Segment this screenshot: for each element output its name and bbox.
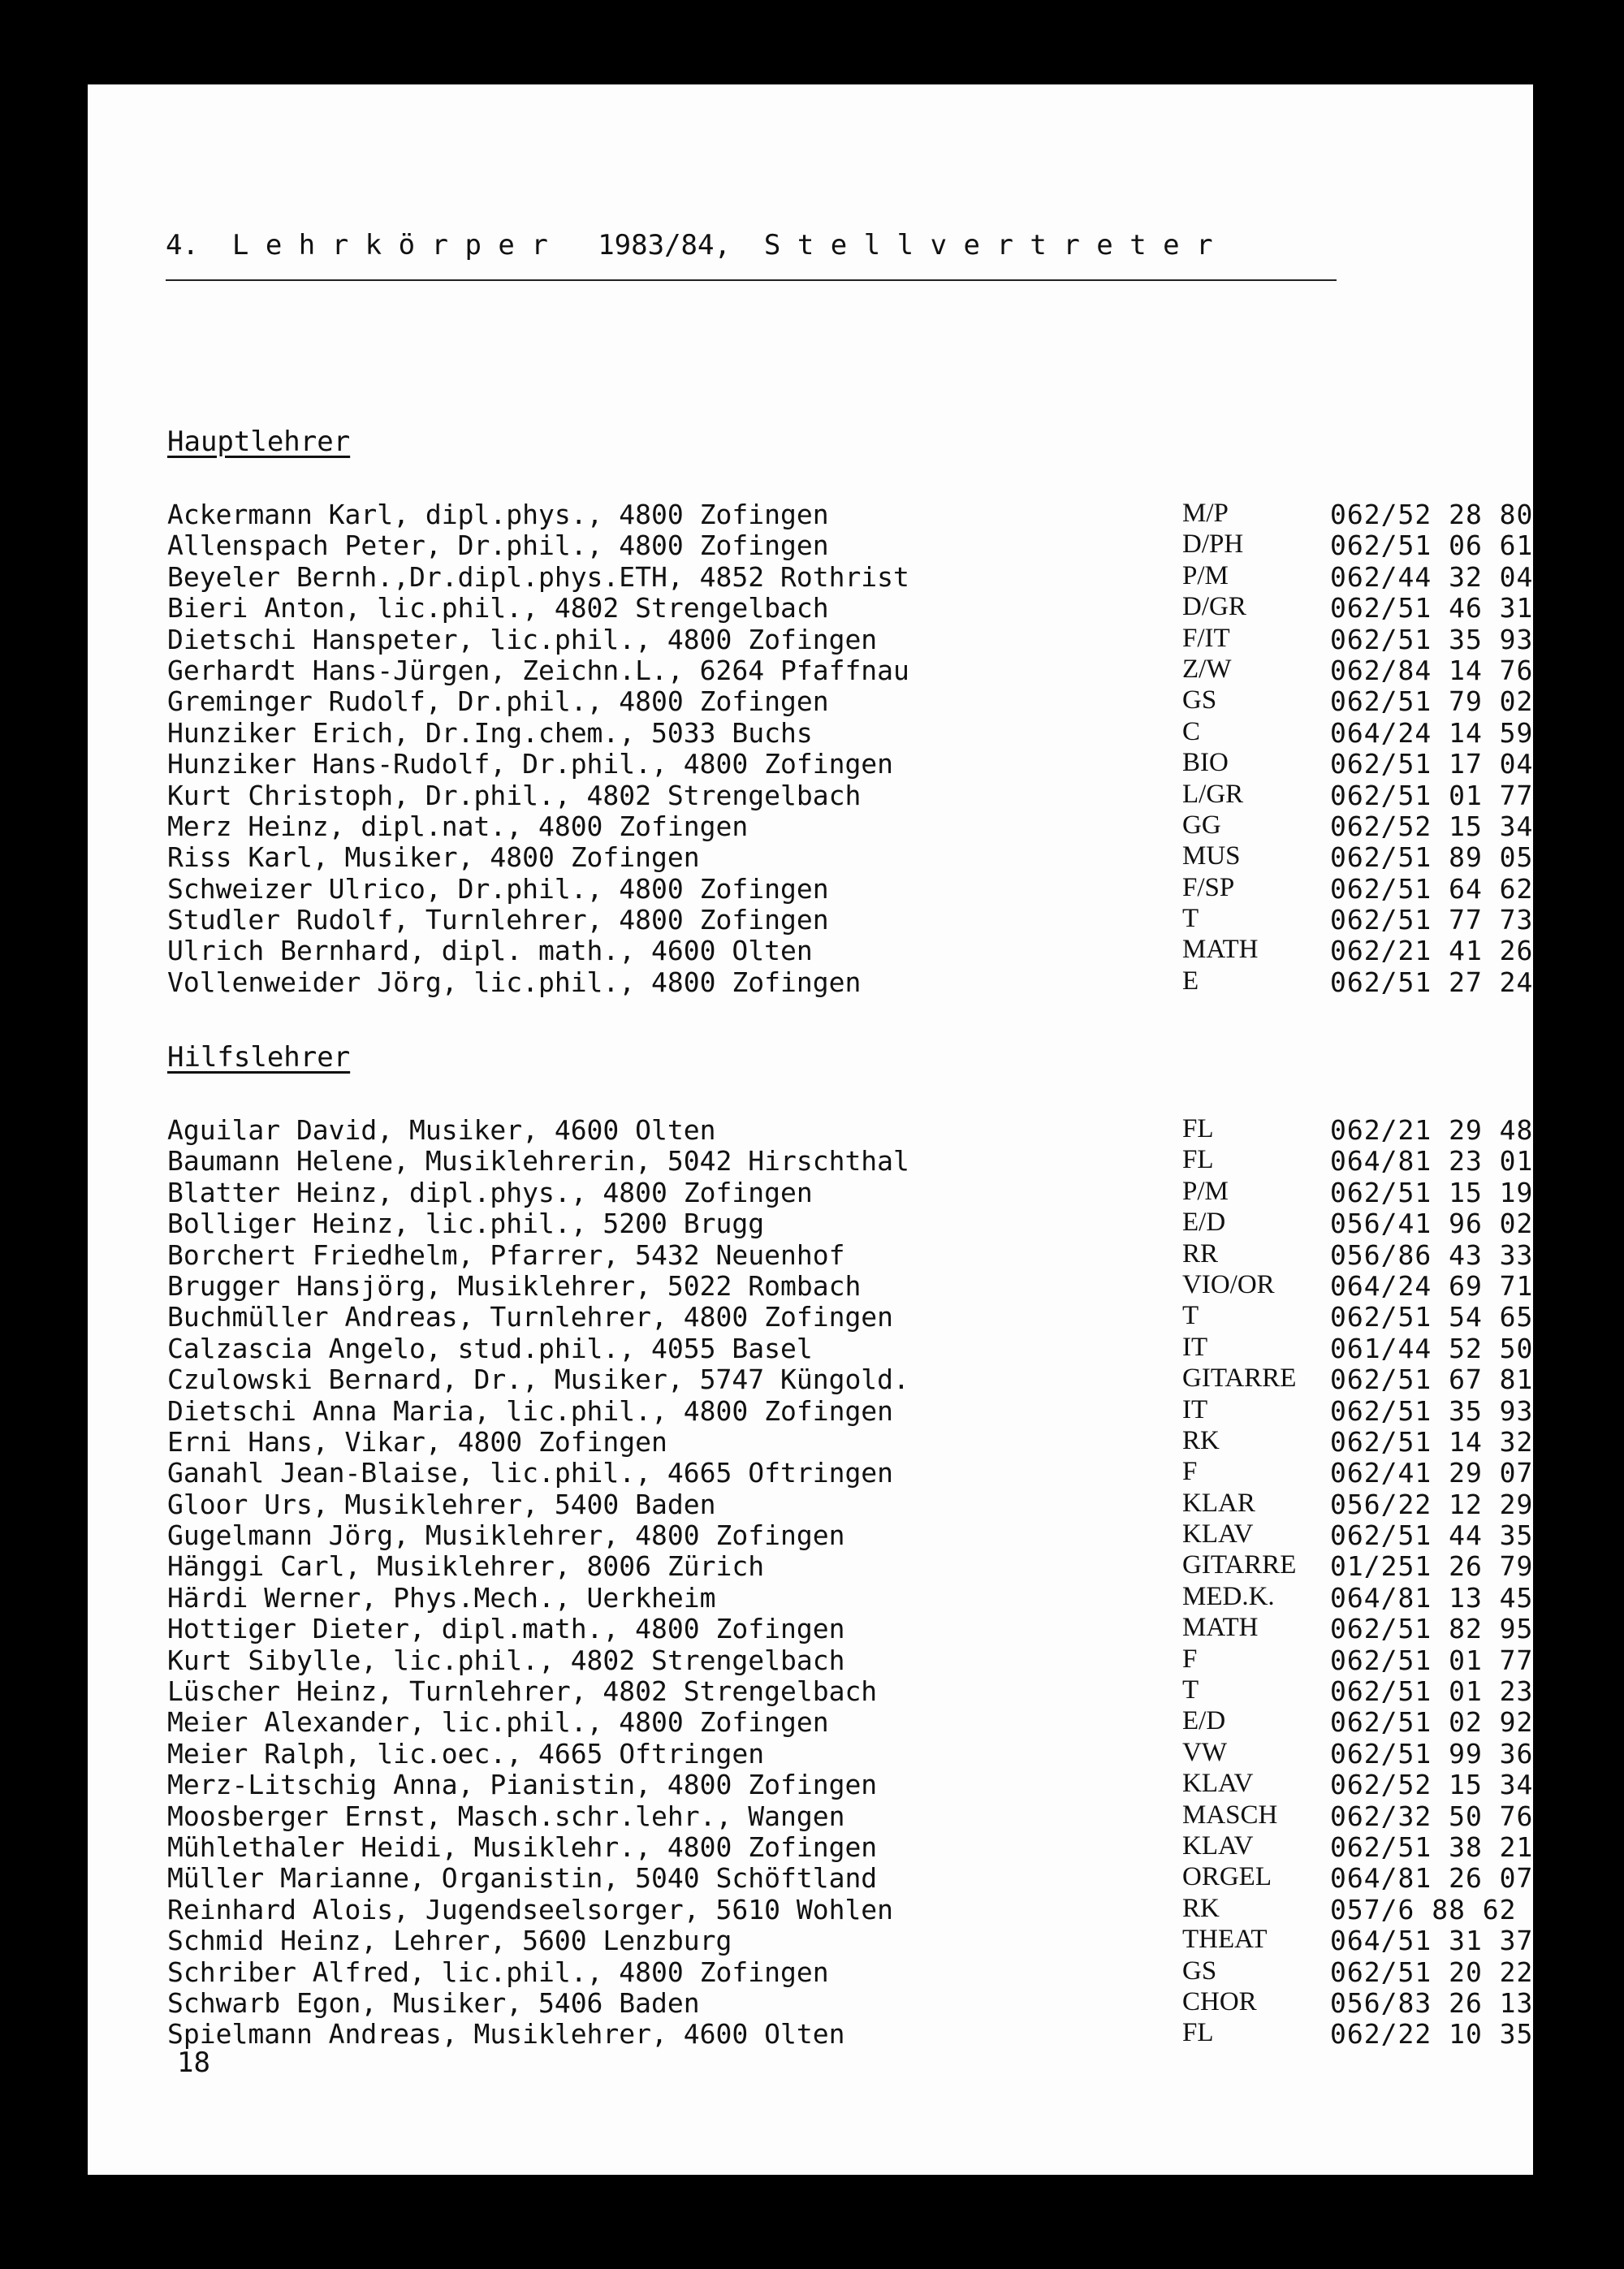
teacher-name: Studler Rudolf, Turnlehrer, 4800 Zofingen: [167, 904, 829, 936]
list-item: [167, 873, 1548, 904]
list-item: [167, 1675, 1548, 1706]
list-item: [167, 685, 1548, 716]
list-item: [167, 1769, 1548, 1800]
list-item: [167, 1894, 1548, 1925]
list-item: [167, 904, 1548, 935]
teacher-name: Dietschi Anna Maria, lic.phil., 4800 Zofingen: [167, 1394, 894, 1427]
list-item: [167, 966, 1548, 997]
teacher-name: Riss Karl, Musiker, 4800 Zofingen: [167, 841, 700, 874]
subject-code: F: [1182, 1644, 1198, 1674]
title-rule: [166, 279, 1337, 281]
list-item: [167, 1208, 1548, 1238]
phone-number: 064/51 31 37: [1330, 1925, 1534, 1957]
subject-code: RK: [1182, 1893, 1220, 1923]
list-item: [167, 748, 1548, 779]
teacher-name: Kurt Christoph, Dr.phil., 4802 Strengelbach: [167, 779, 862, 811]
phone-number: 062/51 67 81: [1330, 1364, 1534, 1396]
subject-code: KLAV: [1182, 1830, 1254, 1861]
list-item: [167, 499, 1548, 529]
teacher-name: Hottiger Dieter, dipl.math., 4800 Zofingen: [167, 1613, 845, 1645]
phone-number: 062/51 77 73: [1330, 904, 1534, 936]
teacher-name: Meier Ralph, lic.oec., 4665 Oftringen: [167, 1737, 765, 1770]
phone-number: 062/51 01 23: [1330, 1675, 1534, 1708]
subject-code: E: [1182, 966, 1199, 996]
teacher-name: Lüscher Heinz, Turnlehrer, 4802 Strengelbach: [167, 1675, 878, 1708]
phone-number: 062/52 28 80: [1330, 499, 1534, 530]
list-item: [167, 1364, 1548, 1394]
teacher-name: Müller Marianne, Organistin, 5040 Schöftland: [167, 1862, 878, 1895]
subject-code: KLAR: [1182, 1488, 1255, 1518]
list-item: [167, 1862, 1548, 1893]
list-item: [167, 935, 1548, 966]
phone-number: 062/51 64 62: [1330, 872, 1534, 905]
phone-number: 064/24 14 59: [1330, 716, 1534, 749]
phone-number: 062/51 89 05: [1330, 841, 1534, 874]
list-item: [167, 1800, 1548, 1831]
phone-number: 057/6 88 62: [1330, 1893, 1517, 1925]
subject-code: GS: [1182, 1956, 1217, 1986]
phone-number: 061/44 52 50: [1330, 1332, 1534, 1364]
phone-number: 056/41 96 02: [1330, 1208, 1534, 1240]
teacher-name: Bieri Anton, lic.phil., 4802 Strengelbach: [167, 592, 829, 625]
teacher-name: Gloor Urs, Musiklehrer, 5400 Baden: [167, 1488, 716, 1520]
subject-code: F/SP: [1182, 872, 1235, 902]
list-item: [167, 810, 1548, 841]
phone-number: 062/51 35 93: [1330, 1394, 1534, 1427]
section-heading-hilfslehrer: Hilfslehrer: [167, 1041, 351, 1074]
teacher-name: Schmid Heinz, Lehrer, 5600 Lenzburg: [167, 1925, 732, 1957]
phone-number: 062/51 06 61: [1330, 529, 1534, 562]
teacher-name: Hunziker Hans-Rudolf, Dr.phil., 4800 Zofingen: [167, 748, 894, 780]
phone-number: 062/51 44 35: [1330, 1519, 1534, 1552]
phone-number: 062/51 01 77: [1330, 1644, 1534, 1676]
subject-code: MATH: [1182, 935, 1259, 965]
phone-number: 062/51 79 02: [1330, 685, 1534, 718]
teacher-name: Schwarb Egon, Musiker, 5406 Baden: [167, 1986, 700, 2019]
teacher-name: Hunziker Erich, Dr.Ing.chem., 5033 Buchs: [167, 716, 813, 749]
list-item: [167, 717, 1548, 748]
subject-code: F: [1182, 1457, 1198, 1487]
list-item: [167, 1333, 1548, 1364]
phone-number: 062/84 14 76: [1330, 654, 1534, 686]
subject-code: MUS: [1182, 841, 1241, 871]
phone-number: 062/51 54 65: [1330, 1301, 1534, 1333]
list-item: [167, 841, 1548, 872]
list-item: [167, 780, 1548, 810]
teacher-name: Czulowski Bernard, Dr., Musiker, 5747 Küngold.: [167, 1364, 909, 1396]
teacher-name: Baumann Helene, Musiklehrerin, 5042 Hirschthal: [167, 1145, 909, 1178]
teacher-name: Ganahl Jean-Blaise, lic.phil., 4665 Oftringen: [167, 1457, 894, 1489]
phone-number: 062/51 27 24: [1330, 966, 1534, 998]
teacher-name: Merz-Litschig Anna, Pianistin, 4800 Zofingen: [167, 1769, 878, 1801]
subject-code: BIO: [1182, 748, 1229, 778]
page-title: 4. L e h r k ö r p e r 1983/84, S t e l l v e r t r e t e r: [166, 229, 1213, 261]
teacher-name: Moosberger Ernst, Masch.schr.lehr., Wangen: [167, 1800, 845, 1832]
list-item: [167, 1550, 1548, 1581]
teacher-name: Ackermann Karl, dipl.phys., 4800 Zofingen: [167, 499, 829, 530]
hauptlehrer-list: [167, 499, 1548, 997]
teacher-name: Vollenweider Jörg, lic.phil., 4800 Zofingen: [167, 966, 862, 998]
teacher-name: Reinhard Alois, Jugendseelsorger, 5610 Wohlen: [167, 1893, 894, 1925]
teacher-name: Calzascia Angelo, stud.phil., 4055 Basel: [167, 1332, 813, 1364]
phone-number: 064/81 23 01: [1330, 1145, 1534, 1178]
teacher-name: Hänggi Carl, Musiklehrer, 8006 Zürich: [167, 1550, 765, 1583]
subject-code: E/D: [1182, 1706, 1226, 1736]
subject-code: GS: [1182, 685, 1217, 715]
list-item: [167, 529, 1548, 560]
list-item: [167, 624, 1548, 655]
subject-code: T: [1182, 1675, 1199, 1705]
phone-number: 064/24 69 71: [1330, 1269, 1534, 1302]
teacher-name: Schweizer Ulrico, Dr.phil., 4800 Zofingen: [167, 872, 829, 905]
teacher-name: Blatter Heinz, dipl.phys., 4800 Zofingen: [167, 1176, 813, 1208]
subject-code: FL: [1182, 1145, 1214, 1175]
list-item: [167, 1426, 1548, 1457]
phone-number: 062/51 15 19: [1330, 1176, 1534, 1208]
teacher-name: Allenspach Peter, Dr.phil., 4800 Zofingen: [167, 529, 829, 562]
list-item: [167, 1457, 1548, 1488]
phone-number: 062/51 38 21: [1330, 1830, 1534, 1863]
list-item: [167, 1114, 1548, 1145]
phone-number: 062/21 41 26: [1330, 935, 1534, 967]
subject-code: ORGEL: [1182, 1862, 1272, 1892]
phone-number: 062/51 20 22: [1330, 1956, 1534, 1988]
phone-number: 062/32 50 76: [1330, 1800, 1534, 1832]
hilfslehrer-list: [167, 1114, 1548, 2050]
subject-code: FL: [1182, 2018, 1214, 2048]
subject-code: IT: [1182, 1332, 1208, 1362]
page-number: 18: [177, 2046, 210, 2079]
list-item: [167, 1925, 1548, 1956]
subject-code: FL: [1182, 1114, 1214, 1143]
subject-code: VW: [1182, 1737, 1227, 1767]
subject-code: GG: [1182, 810, 1221, 840]
phone-number: 056/86 43 33: [1330, 1238, 1534, 1271]
subject-code: T: [1182, 1301, 1199, 1331]
phone-number: 064/81 26 07: [1330, 1862, 1534, 1895]
subject-code: RR: [1182, 1238, 1219, 1268]
phone-number: 062/51 82 95: [1330, 1613, 1534, 1645]
subject-code: F/IT: [1182, 623, 1230, 653]
phone-number: 062/41 29 07: [1330, 1457, 1534, 1489]
list-item: [167, 1582, 1548, 1613]
subject-code: THEAT: [1182, 1925, 1268, 1955]
subject-code: E/D: [1182, 1208, 1226, 1238]
list-item: [167, 1145, 1548, 1176]
subject-code: D/GR: [1182, 592, 1246, 622]
subject-code: VIO/OR: [1182, 1269, 1275, 1299]
subject-code: MED.K.: [1182, 1581, 1275, 1611]
teacher-name: Dietschi Hanspeter, lic.phil., 4800 Zofingen: [167, 623, 878, 655]
subject-code: D/PH: [1182, 529, 1244, 560]
list-item: [167, 1301, 1548, 1332]
teacher-name: Ulrich Bernhard, dipl. math., 4600 Olten: [167, 935, 813, 967]
phone-number: 062/51 35 93: [1330, 623, 1534, 655]
subject-code: L/GR: [1182, 779, 1244, 809]
teacher-name: Gugelmann Jörg, Musiklehrer, 4800 Zofingen: [167, 1519, 845, 1552]
phone-number: 062/51 01 77: [1330, 779, 1534, 811]
teacher-name: Mühlethaler Heidi, Musiklehr., 4800 Zofingen: [167, 1830, 878, 1863]
list-item: [167, 1270, 1548, 1301]
phone-number: 062/21 29 48: [1330, 1114, 1534, 1146]
phone-number: 062/51 02 92: [1330, 1706, 1534, 1739]
list-item: [167, 1644, 1548, 1675]
list-item: [167, 1395, 1548, 1426]
document-page: [88, 84, 1533, 2175]
phone-number: 062/44 32 04: [1330, 560, 1534, 593]
subject-code: GITARRE: [1182, 1550, 1297, 1580]
phone-number: 062/51 46 31: [1330, 592, 1534, 625]
list-item: [167, 1831, 1548, 1862]
teacher-name: Borchert Friedhelm, Pfarrer, 5432 Neuenhof: [167, 1238, 845, 1271]
subject-code: IT: [1182, 1394, 1208, 1424]
subject-code: GITARRE: [1182, 1364, 1297, 1394]
list-item: [167, 592, 1548, 623]
teacher-name: Gerhardt Hans-Jürgen, Zeichn.L., 6264 Pfaffnau: [167, 654, 909, 686]
subject-code: MATH: [1182, 1613, 1259, 1643]
list-item: [167, 1613, 1548, 1644]
list-item: [167, 1519, 1548, 1550]
teacher-name: Merz Heinz, dipl.nat., 4800 Zofingen: [167, 810, 749, 842]
subject-code: P/M: [1182, 1176, 1229, 1206]
phone-number: 062/51 17 04: [1330, 748, 1534, 780]
section-heading-hauptlehrer: Hauptlehrer: [167, 426, 351, 458]
subject-code: Z/W: [1182, 654, 1232, 684]
teacher-name: Erni Hans, Vikar, 4800 Zofingen: [167, 1425, 667, 1458]
subject-code: MASCH: [1182, 1800, 1278, 1830]
subject-code: M/P: [1182, 499, 1229, 528]
teacher-name: Brugger Hansjörg, Musiklehrer, 5022 Rombach: [167, 1269, 862, 1302]
subject-code: P/M: [1182, 560, 1229, 590]
list-item: [167, 1706, 1548, 1737]
list-item: [167, 2018, 1548, 2049]
phone-number: 056/83 26 13: [1330, 1986, 1534, 2019]
list-item: [167, 561, 1548, 592]
teacher-name: Bolliger Heinz, lic.phil., 5200 Brugg: [167, 1208, 765, 1240]
teacher-name: Meier Alexander, lic.phil., 4800 Zofingen: [167, 1706, 829, 1739]
teacher-name: Härdi Werner, Phys.Mech., Uerkheim: [167, 1581, 716, 1614]
subject-code: RK: [1182, 1425, 1220, 1455]
teacher-name: Greminger Rudolf, Dr.phil., 4800 Zofingen: [167, 685, 829, 718]
phone-number: 056/22 12 29: [1330, 1488, 1534, 1520]
subject-code: T: [1182, 904, 1199, 934]
list-item: [167, 1177, 1548, 1208]
phone-number: 062/52 15 34: [1330, 1769, 1534, 1801]
teacher-name: Spielmann Andreas, Musiklehrer, 4600 Olten: [167, 2018, 845, 2051]
phone-number: 064/81 13 45: [1330, 1581, 1534, 1614]
subject-code: CHOR: [1182, 1986, 1257, 2016]
list-item: [167, 1738, 1548, 1769]
teacher-name: Aguilar David, Musiker, 4600 Olten: [167, 1114, 716, 1146]
list-item: [167, 1987, 1548, 2018]
teacher-name: Buchmüller Andreas, Turnlehrer, 4800 Zofingen: [167, 1301, 894, 1333]
teacher-name: Beyeler Bernh.,Dr.dipl.phys.ETH, 4852 Rothrist: [167, 560, 909, 593]
subject-code: C: [1182, 716, 1201, 746]
phone-number: 01/251 26 79: [1330, 1550, 1534, 1583]
phone-number: 062/52 15 34: [1330, 810, 1534, 842]
teacher-name: Kurt Sibylle, lic.phil., 4802 Strengelbach: [167, 1644, 845, 1676]
subject-code: KLAV: [1182, 1519, 1254, 1549]
list-item: [167, 655, 1548, 685]
phone-number: 062/22 10 35: [1330, 2018, 1534, 2051]
list-item: [167, 1956, 1548, 1987]
teacher-name: Schriber Alfred, lic.phil., 4800 Zofingen: [167, 1956, 829, 1988]
list-item: [167, 1239, 1548, 1270]
subject-code: KLAV: [1182, 1769, 1254, 1799]
list-item: [167, 1489, 1548, 1519]
phone-number: 062/51 14 32: [1330, 1425, 1534, 1458]
phone-number: 062/51 99 36: [1330, 1737, 1534, 1770]
